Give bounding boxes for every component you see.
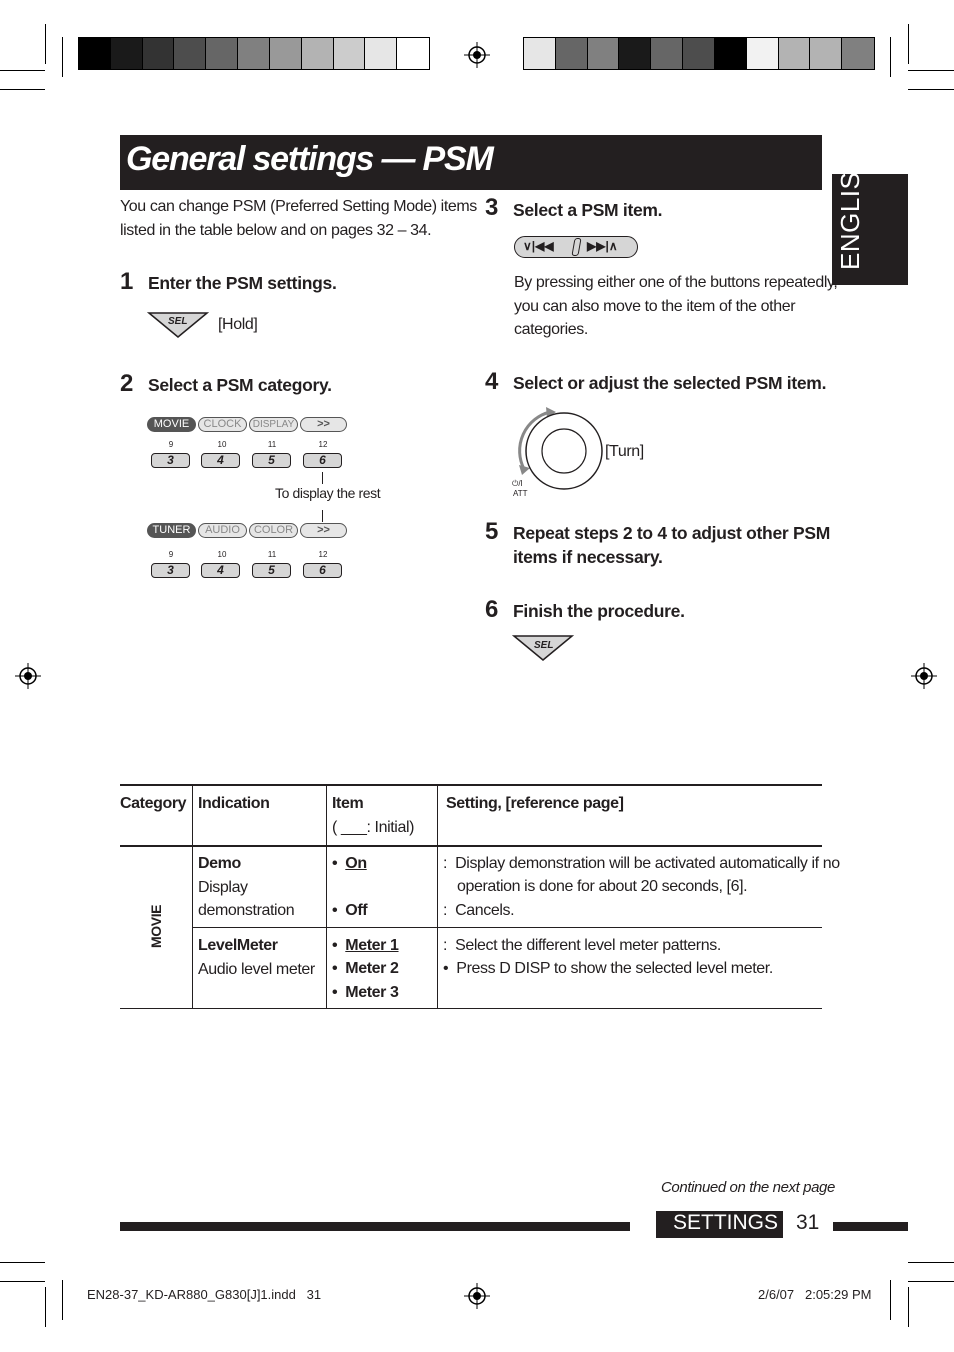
category-more: >> (300, 417, 347, 432)
registration-mark-icon (15, 663, 41, 689)
crop-mark (0, 1281, 45, 1282)
category-label: MOVIE (148, 904, 164, 948)
att-label: ATT (513, 489, 528, 498)
step-number: 4 (485, 368, 499, 395)
setting-text: : Select the different level meter patterns. (443, 937, 721, 954)
category-color: COLOR (249, 523, 298, 538)
table-row: LevelMeter Audio level meter (198, 937, 315, 978)
crop-mark (0, 70, 45, 71)
turn-label: [Turn] (605, 443, 644, 460)
connector-line (322, 472, 323, 484)
crop-mark (908, 70, 954, 71)
preset-key-3: 3 (151, 453, 190, 468)
preset-key-4: 4 (201, 563, 240, 578)
item-meter-3: • Meter 3 (332, 984, 399, 1001)
step-heading: Enter the PSM settings. (148, 273, 337, 293)
table-col-rule (437, 786, 438, 1008)
preset-key-6: 6 (303, 563, 342, 578)
control-dial-icon (510, 405, 606, 495)
footer-rule (833, 1222, 908, 1231)
item-off: • Off (332, 902, 368, 919)
crop-mark (890, 37, 891, 77)
setting-text: • Press D DISP to show the selected level meter. (443, 960, 773, 977)
display-rest-caption: To display the rest (275, 485, 381, 501)
crop-mark (908, 1287, 909, 1327)
preset-key-3: 3 (151, 563, 190, 578)
step-number: 6 (485, 596, 499, 623)
category-clock: CLOCK (198, 417, 247, 432)
key-number: 9 (168, 550, 174, 559)
step-number: 1 (120, 268, 134, 295)
table-header-rule (120, 845, 822, 847)
crop-mark (908, 1262, 954, 1263)
key-number: 11 (267, 550, 277, 559)
connector-line (322, 510, 323, 522)
category-tuner: TUNER (147, 523, 196, 538)
crop-mark (908, 24, 909, 64)
step-heading: Select a PSM category. (148, 375, 332, 395)
category-movie: MOVIE (147, 417, 196, 432)
step-heading: Select or adjust the selected PSM item. (513, 373, 827, 393)
table-col-rule (326, 786, 327, 1008)
skip-forward-label: ▶▶|∧ (587, 239, 618, 253)
color-bar-left (78, 37, 430, 70)
key-number: 12 (318, 550, 328, 559)
hold-label: [Hold] (218, 316, 258, 333)
preset-key-5: 5 (252, 453, 291, 468)
power-label: ⏻/I (512, 479, 523, 488)
item-meter-2: • Meter 2 (332, 960, 399, 977)
setting-text: operation is done for about 20 seconds, [6]. (457, 878, 748, 895)
print-info-right: 2/6/07 2:05:29 PM (758, 1287, 872, 1302)
crop-mark (908, 1281, 954, 1282)
step-number: 3 (485, 194, 499, 221)
key-number: 12 (318, 440, 328, 449)
header-item: Item (332, 795, 364, 812)
key-number: 9 (168, 440, 174, 449)
section-label: SETTINGS (673, 1211, 779, 1234)
item-on: • On (332, 855, 367, 872)
registration-mark-icon (464, 1283, 490, 1309)
step-number: 5 (485, 518, 499, 545)
footer-rule (120, 1222, 630, 1231)
continued-note: Continued on the next page (661, 1179, 835, 1196)
preset-key-5: 5 (252, 563, 291, 578)
color-bar-right (523, 37, 875, 70)
step3-text: By pressing either one of the buttons repeatedly, you can also move to the item of the other categories. (514, 274, 838, 338)
divider-icon (571, 238, 581, 256)
setting-text: : Cancels. (443, 902, 515, 919)
key-number: 10 (217, 440, 227, 449)
key-number: 11 (267, 440, 277, 449)
language-tab-label: ENGLISH (835, 152, 865, 270)
step-heading: Repeat steps 2 to 4 to adjust other PSM items if necessary. (513, 523, 830, 567)
crop-mark (908, 89, 954, 90)
step-heading: Select a PSM item. (513, 200, 663, 220)
skip-back-label: ∨|◀◀ (523, 239, 554, 253)
header-setting: Setting, [reference page] (446, 795, 624, 812)
crop-mark (0, 1262, 45, 1263)
preset-key-6: 6 (303, 453, 342, 468)
category-more: >> (300, 523, 347, 538)
table-row: Demo Display demonstration (198, 855, 295, 919)
crop-mark (890, 1280, 891, 1320)
step-heading: Finish the procedure. (513, 601, 685, 621)
item-meter-1: • Meter 1 (332, 937, 399, 954)
table-col-rule (192, 786, 193, 1008)
step-number: 2 (120, 370, 134, 397)
crop-mark (0, 89, 45, 90)
key-number: 10 (217, 550, 227, 559)
preset-key-4: 4 (201, 453, 240, 468)
page-title: General settings — PSM (126, 140, 493, 178)
print-info-left: EN28-37_KD-AR880_G830[J]1.indd 31 (87, 1287, 322, 1302)
sel-button-label: SEL (168, 316, 188, 327)
skip-buttons-icon (514, 236, 638, 258)
crop-mark (62, 1280, 63, 1320)
category-display: DISPLAY (249, 417, 298, 432)
table-row-rule (192, 927, 822, 928)
intro-text: You can change PSM (Preferred Setting Mode) items listed in the table below and on pages 32 – 34. (120, 198, 477, 239)
crop-mark (62, 37, 63, 77)
header-item-sub: ( ___: Initial) (332, 819, 415, 836)
table-bottom-rule (120, 1008, 822, 1009)
header-category: Category (120, 795, 187, 812)
sel-button-label: SEL (534, 640, 554, 651)
setting-text: : Display demonstration will be activated automatically if no (443, 855, 840, 872)
category-audio: AUDIO (198, 523, 247, 538)
page-number: 31 (796, 1211, 820, 1234)
registration-mark-icon (911, 663, 937, 689)
header-indication: Indication (198, 795, 270, 812)
table-top-rule (120, 784, 822, 786)
crop-mark (45, 1287, 46, 1327)
crop-mark (45, 24, 46, 64)
registration-mark-icon (464, 42, 490, 68)
